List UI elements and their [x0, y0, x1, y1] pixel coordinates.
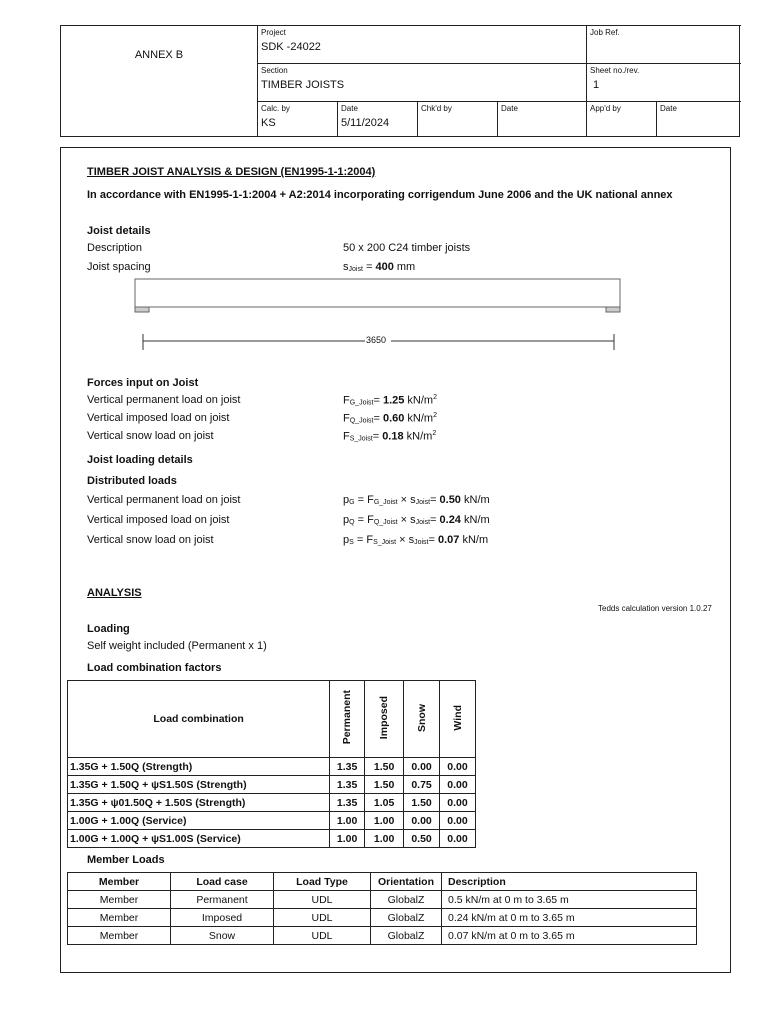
- val: 0.24: [439, 514, 461, 526]
- table-cell: 1.00: [365, 830, 404, 848]
- calc-value: KS: [261, 117, 276, 129]
- table-cell: Permanent: [171, 891, 274, 909]
- table-cell: 0.24 kN/m at 0 m to 3.65 m: [442, 909, 697, 927]
- table-cell: GlobalZ: [371, 891, 442, 909]
- date-label: Date: [341, 104, 358, 113]
- table-cell: 1.00: [365, 812, 404, 830]
- table-cell: Member: [68, 891, 171, 909]
- col-member: Member: [68, 873, 171, 891]
- sub: Q_Joist: [373, 519, 398, 526]
- table-header: [68, 873, 697, 891]
- distributed-label: Vertical imposed load on joist: [87, 514, 230, 526]
- eq: =: [428, 534, 438, 546]
- loading-heading: Loading: [87, 623, 130, 635]
- table-row: [68, 927, 697, 945]
- force-value: [343, 430, 436, 443]
- joist-beam: [135, 279, 620, 307]
- section-cell: [257, 63, 586, 101]
- sub: Q: [349, 519, 355, 526]
- table-cell: Member: [68, 909, 171, 927]
- calc-label: Calc. by: [261, 104, 290, 113]
- project-value: SDK -24022: [261, 41, 321, 53]
- unit: kN/m: [460, 514, 490, 526]
- sub: S_Joist: [349, 435, 373, 443]
- unit: kN/m: [460, 494, 490, 506]
- table-cell: UDL: [274, 927, 371, 945]
- table-row: [68, 891, 697, 909]
- sub: Q_Joist: [349, 417, 374, 425]
- val: 0.18: [382, 430, 404, 443]
- val: 1.25: [382, 394, 405, 407]
- loading-details-heading: Joist loading details: [87, 454, 193, 466]
- project-cell: [257, 25, 586, 63]
- eq: =: [430, 494, 440, 506]
- sheet-value: 1: [593, 79, 600, 91]
- member-loads-table: [67, 872, 697, 945]
- col-wind: Wind: [451, 704, 464, 731]
- col-description: Description: [442, 873, 697, 891]
- unit: kN/m: [404, 412, 434, 425]
- col-permanent: Permanent: [341, 690, 354, 745]
- table-cell: Imposed: [171, 909, 274, 927]
- sym: s: [343, 261, 349, 273]
- sheet-label: Sheet no./rev.: [590, 66, 640, 75]
- table-row: [68, 812, 476, 830]
- table-cell: 0.00: [440, 758, 476, 776]
- sub: Joist: [415, 519, 431, 526]
- jobref-cell: [586, 25, 741, 63]
- table-cell: UDL: [274, 909, 371, 927]
- doc-subtitle: In accordance with EN1995-1-1:2004 + A2:2014 incorporating corrigendum June 2006 and the UK national annex: [87, 189, 673, 201]
- table-cell: 1.35: [330, 794, 365, 812]
- table-cell: 1.50: [404, 794, 440, 812]
- unit: mm: [393, 261, 416, 273]
- val: 0.50: [439, 494, 461, 506]
- distributed-label: Vertical snow load on joist: [87, 534, 214, 546]
- table-cell: 0.00: [440, 776, 476, 794]
- table-cell: GlobalZ: [371, 927, 442, 945]
- annex-label: ANNEX B: [134, 49, 184, 61]
- self-weight-note: Self weight included (Permanent x 1): [87, 640, 267, 652]
- eq: =: [373, 412, 383, 425]
- table-cell: 1.00G + 1.00Q (Service): [68, 812, 330, 830]
- title-block: [60, 25, 740, 137]
- date3-label: Date: [660, 104, 677, 113]
- unit: kN/m: [403, 430, 433, 443]
- col-imposed: Imposed: [378, 695, 391, 740]
- analysis-heading: ANALYSIS: [87, 587, 142, 599]
- val: 0.07: [437, 534, 460, 546]
- table-cell: 1.35G + ψ01.50Q + 1.50S (Strength): [68, 794, 330, 812]
- table-cell: 0.00: [404, 812, 440, 830]
- force-value: [343, 394, 437, 407]
- table-cell: 1.35G + 1.50Q (Strength): [68, 758, 330, 776]
- description-label: Description: [87, 242, 143, 254]
- sub: Joist: [415, 499, 431, 506]
- appd-label: App'd by: [590, 104, 621, 113]
- doc-title: TIMBER JOIST ANALYSIS & DESIGN (EN1995-1-1:2004): [87, 166, 376, 178]
- sym: × s: [396, 534, 415, 546]
- sym: p: [343, 534, 350, 546]
- sub: Joist: [348, 266, 363, 273]
- forces-heading: Forces input on Joist: [87, 377, 199, 389]
- unit: kN/m: [404, 394, 434, 407]
- date-value: 5/11/2024: [341, 117, 390, 129]
- val: 0.60: [382, 412, 405, 425]
- date-cell: [337, 101, 417, 137]
- col-load-type: Load Type: [274, 873, 371, 891]
- table-row: [68, 909, 697, 927]
- sym: F: [343, 430, 350, 443]
- chkd-label: Chk'd by: [421, 104, 452, 113]
- table-row: [68, 830, 476, 848]
- table-cell: 1.00: [330, 812, 365, 830]
- eq: =: [430, 514, 440, 526]
- col-load-combination: Load combination: [68, 681, 330, 758]
- table-row: [68, 758, 476, 776]
- unit: kN/m: [459, 534, 489, 546]
- table-cell: Snow: [171, 927, 274, 945]
- table-cell: 1.00G + 1.00Q + ψS1.00S (Service): [68, 830, 330, 848]
- force-value: [343, 412, 437, 425]
- sym: = F: [354, 494, 374, 506]
- force-label: Vertical snow load on joist: [87, 430, 214, 442]
- table-cell: 0.75: [404, 776, 440, 794]
- calc-cell: [257, 101, 337, 137]
- sym: F: [343, 394, 350, 407]
- table-cell: GlobalZ: [371, 909, 442, 927]
- table-cell: 0.00: [440, 830, 476, 848]
- table-cell: 0.00: [404, 758, 440, 776]
- table-cell: 1.00: [330, 830, 365, 848]
- distributed-label: Vertical permanent load on joist: [87, 494, 241, 506]
- date2-cell: [497, 101, 586, 137]
- sub: G_Joist: [349, 399, 374, 407]
- section-value: TIMBER JOISTS: [261, 79, 345, 91]
- table-cell: UDL: [274, 891, 371, 909]
- lcf-heading: Load combination factors: [87, 662, 222, 674]
- distributed-value: [343, 534, 488, 546]
- sym: × s: [397, 514, 416, 526]
- force-label: Vertical permanent load on joist: [87, 394, 241, 406]
- sym: p: [343, 514, 350, 526]
- table-cell: 1.35: [330, 758, 365, 776]
- spacing-label: Joist spacing: [87, 261, 151, 273]
- sub: Joist: [414, 539, 429, 546]
- force-label: Vertical imposed load on joist: [87, 412, 230, 424]
- sub: S: [349, 539, 354, 546]
- table-row: [68, 794, 476, 812]
- col-snow: Snow: [415, 703, 428, 732]
- description-value: 50 x 200 C24 timber joists: [343, 242, 471, 254]
- table-cell: Member: [68, 927, 171, 945]
- sym: = F: [353, 534, 374, 546]
- load-combination-table: [67, 680, 476, 848]
- date3-cell: [656, 101, 741, 137]
- sym: = F: [354, 514, 374, 526]
- table-header: [68, 681, 476, 758]
- right-support: [606, 307, 620, 312]
- member-loads-heading: Member Loads: [87, 854, 165, 866]
- table-cell: 1.50: [365, 758, 404, 776]
- table-cell: 0.5 kN/m at 0 m to 3.65 m: [442, 891, 697, 909]
- col-load-case: Load case: [171, 873, 274, 891]
- joist-heading: Joist details: [87, 225, 151, 237]
- project-label: Project: [261, 28, 286, 37]
- eq: =: [372, 430, 383, 443]
- sym: × s: [397, 494, 416, 506]
- table-cell: 0.00: [440, 794, 476, 812]
- left-support: [135, 307, 149, 312]
- table-row: [68, 776, 476, 794]
- val: 400: [375, 261, 394, 273]
- chkd-cell: [417, 101, 497, 137]
- sub: S_Joist: [373, 539, 397, 546]
- table-cell: 1.05: [365, 794, 404, 812]
- version-note: Tedds calculation version 1.0.27: [598, 604, 712, 613]
- appd-cell: [586, 101, 656, 137]
- distributed-heading: Distributed loads: [87, 475, 177, 487]
- sup: 2: [433, 394, 438, 401]
- table-cell: 0.00: [440, 812, 476, 830]
- sym: F: [343, 412, 350, 425]
- section-label: Section: [261, 66, 288, 75]
- sheet-cell: [586, 63, 741, 101]
- table-cell: 1.35G + 1.50Q + ψS1.50S (Strength): [68, 776, 330, 794]
- sub: G_Joist: [373, 499, 398, 506]
- table-cell: 0.50: [404, 830, 440, 848]
- col-orientation: Orientation: [371, 873, 442, 891]
- sup: 2: [433, 412, 438, 419]
- sym: p: [343, 494, 350, 506]
- jobref-label: Job Ref.: [590, 28, 620, 37]
- table-cell: 1.50: [365, 776, 404, 794]
- span-dimension: 3650: [366, 335, 387, 345]
- eq: =: [362, 261, 376, 273]
- sub: G: [349, 499, 355, 506]
- table-cell: 0.07 kN/m at 0 m to 3.65 m: [442, 927, 697, 945]
- distributed-value: [343, 494, 490, 506]
- date2-label: Date: [501, 104, 518, 113]
- sup: 2: [432, 430, 437, 437]
- table-cell: 1.35: [330, 776, 365, 794]
- distributed-value: [343, 514, 490, 526]
- eq: =: [373, 394, 383, 407]
